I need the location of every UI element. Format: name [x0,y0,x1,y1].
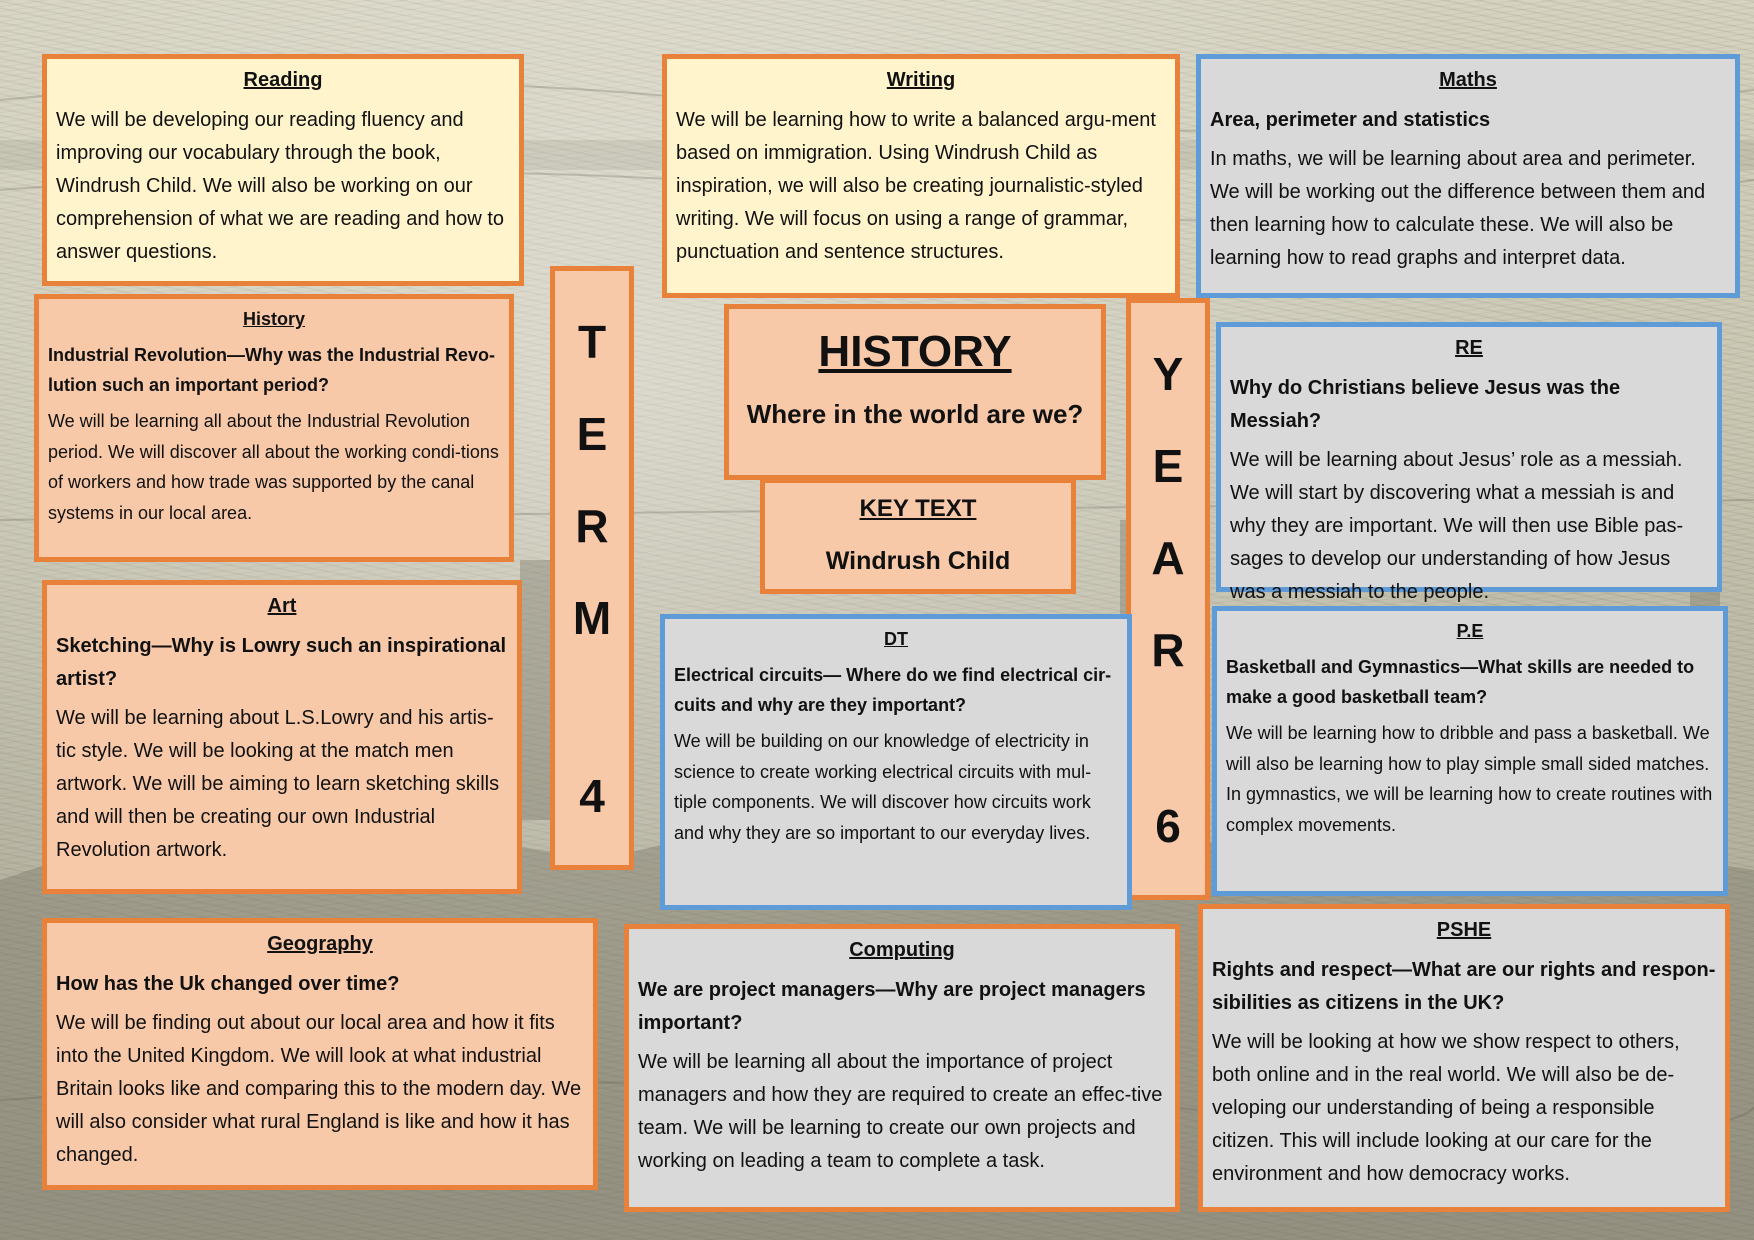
pe-panel [1212,606,1728,896]
year-letter-e: E [1152,440,1184,492]
art-title: Art [267,595,297,617]
computing-title: Computing [849,939,955,961]
key-text-book: Windrush Child [825,547,1011,575]
writing-title: Writing [886,69,956,91]
geography-panel [42,918,598,1190]
art-body: We will be learning about L.S.Lowry and his artis-tic style. We will be looking at the match men artwork. We will be aiming to learn sketching skills and will then be creating our own Industrial Revolution artwork. [56,707,500,861]
maths-title: Maths [1439,69,1497,91]
dt-body: We will be building on our knowledge of electricity in science to create working electrical circuits with mul-tiple components. We will discover how circuits work and why they are so important to our everyday lives. [674,731,1092,843]
dt-subtitle: Electrical circuits— Where do we find electrical cir-cuits and why are they important? [674,665,1112,715]
term-letter-t: T [577,316,607,368]
art-panel [42,580,522,894]
re-panel [1216,322,1722,603]
re-title: RE [1455,337,1483,359]
reading-body: We will be developing our reading fluency and improving our vocabulary through the book, Windrush Child. We will also be working on our comprehension of what we are reading and how to answer questions. [56,109,505,263]
history-title: History [242,309,305,329]
history-subtitle: Industrial Revolution—Why was the Industrial Revo-lution such an important period? [48,345,496,395]
geography-subtitle: How has the Uk changed over time? [56,973,400,995]
term-banner [550,266,634,870]
pe-body: We will be learning how to dribble and pass a basketball. We will also be learning how to play simple small sided matches. In gymnastics, we will be learning how to create routines with complex movements. [1226,723,1713,835]
maths-panel [1196,54,1740,298]
pe-subtitle: Basketball and Gymnastics—What skills are needed to make a good basketball team? [1226,657,1695,707]
re-subtitle: Why do Christians believe Jesus was the Messiah? [1230,377,1621,432]
topic-heading: HISTORY [818,327,1012,376]
computing-subtitle: We are project managers—Why are project managers important? [638,979,1146,1034]
topic-question: Where in the world are we? [746,399,1084,429]
history-panel [34,294,514,562]
pshe-subtitle: Rights and respect—What are our rights and respon-sibilities as citizens in the UK? [1212,959,1716,1014]
writing-panel [662,54,1180,298]
reading-panel [42,54,524,286]
pshe-body: We will be looking at how we show respect to others, both online and in the real world. We will also be de-veloping our understanding of being a responsible citizen. This will include looking at our care for the environment and how democracy works. [1212,1031,1680,1185]
term-number: 4 [579,770,605,822]
term-letter-r: R [575,500,609,552]
computing-body: We will be learning all about the importance of project managers and how they are required to create an effec-tive team. We will be learning to create our own projects and working on leading a team to complete a task. [638,1051,1163,1172]
pshe-panel [1198,904,1730,1212]
geography-body: We will be finding out about our local area and how it fits into the United Kingdom. We will look at what industrial Britain looks like and comparing this to the modern day. We will also consider what rural England is like and how it has changed. [56,1012,582,1166]
computing-panel [624,924,1180,1212]
art-subtitle: Sketching—Why is Lowry such an inspirational artist? [56,635,507,690]
history-body: We will be learning all about the Industrial Revolution period. We will discover all about the working condi-tions of workers and how trade was supported by the canal systems in our local area. [48,411,499,523]
geography-title: Geography [267,933,373,955]
key-text-label: KEY TEXT [859,495,977,522]
maths-subtitle: Area, perimeter and statistics [1210,109,1491,131]
maths-body: In maths, we will be learning about area and perimeter. We will be working out the difference between them and then learning how to calculate these. We will also be learning how to read graphs and interpret data. [1210,148,1706,269]
topic-panel [724,304,1106,480]
dt-title: DT [884,629,908,649]
re-body: We will be learning about Jesus’ role as a messiah. We will start by discovering what a messiah is and why they are important. We will then use Bible pas-sages to develop our understanding of how Jesus was a messiah to the people. [1230,449,1684,603]
pshe-title: PSHE [1436,919,1492,941]
reading-title: Reading [243,69,323,91]
year-letter-a: A [1151,532,1185,584]
dt-panel [660,614,1132,910]
term-letter-m: M [572,592,612,644]
year-number: 6 [1155,800,1181,852]
year-banner [1126,298,1210,900]
year-letter-r: R [1151,624,1185,676]
writing-body: We will be learning how to write a balanced argu-ment based on immigration. Using Windrush Child as inspiration, we will also be creating journalistic-styled writing. We will focus on using a range of grammar, punctuation and sentence structures. [676,109,1156,263]
term-letter-e: E [576,408,608,460]
year-letter-y: Y [1152,348,1184,400]
key-text-panel [760,478,1076,594]
pe-title: P.E [1456,621,1484,641]
